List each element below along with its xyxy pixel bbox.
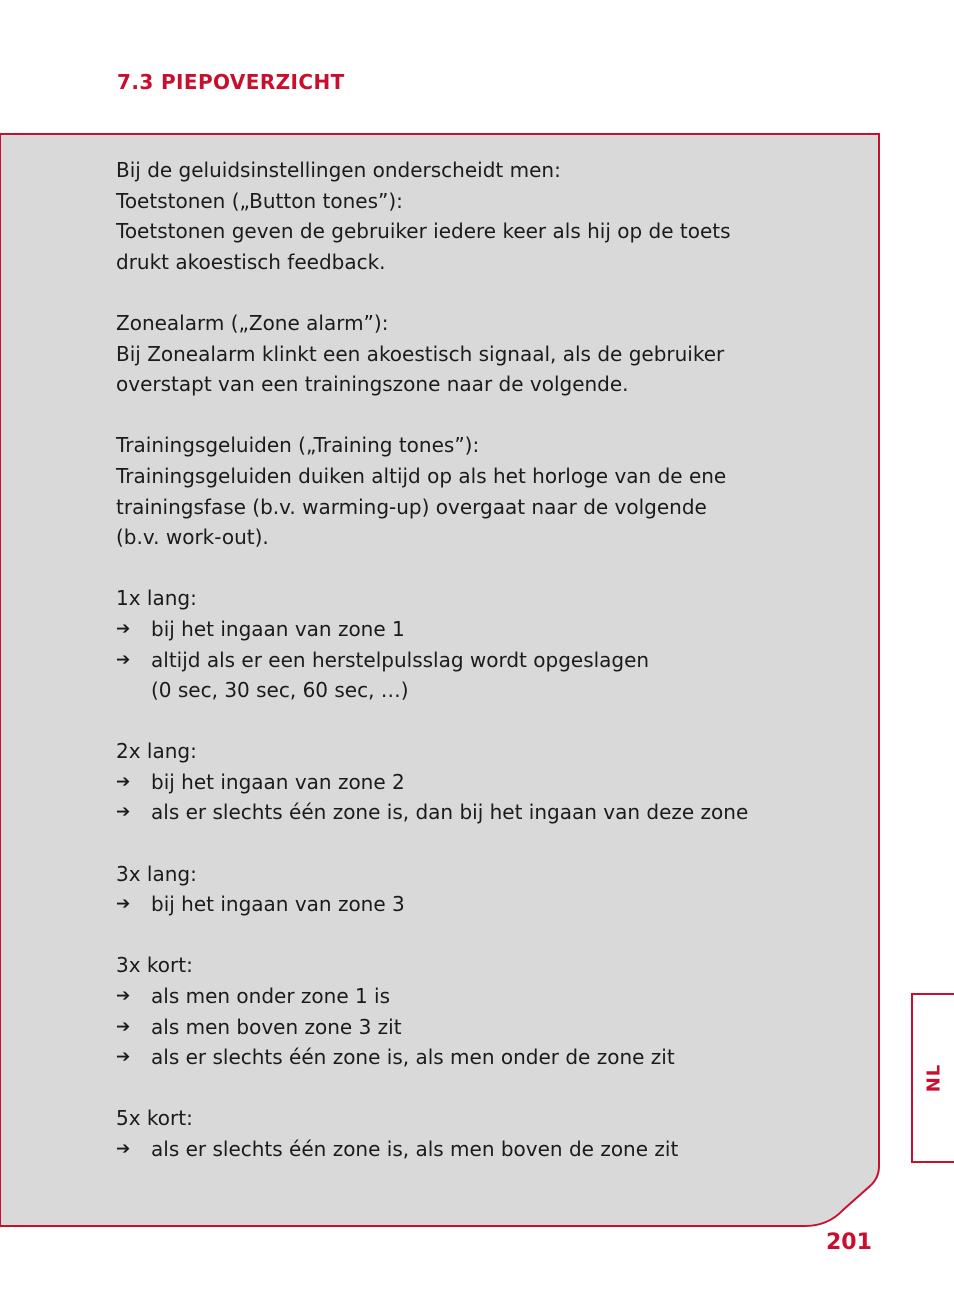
training-tones-text: Trainingsgeluiden duiken altijd op als het horloge van de ene [116,463,727,488]
page-number: 201 [826,1230,872,1255]
zone-alarm-text: Bij Zonealarm klinkt een akoestisch signaal, als de gebruiker [116,341,725,366]
arrow-right-icon: ➔ [116,1139,131,1159]
list-item-text: als er slechts één zone is, dan bij het ingaan van deze zone [151,800,749,825]
arrow-right-icon: ➔ [116,649,131,670]
list-item-text: bij het ingaan van zone 2 [151,769,405,794]
list-item-text: als men boven zone 3 zit [151,1014,402,1039]
button-tones-heading: Toetstonen („Button tones”): [116,188,403,213]
training-tones-text: trainingsfase (b.v. warming-up) overgaat naar de volgende [116,494,707,519]
list-item-text: als men onder zone 1 is [151,984,391,1009]
arrow-right-icon: ➔ [116,771,131,792]
list-item-text: bij het ingaan van zone 3 [151,892,405,917]
list-item [116,1134,796,1165]
beep-3x-short [116,950,796,1072]
content [116,155,796,1195]
button-tones-text: Toetstonen geven de gebruiker iedere keer als hij op de toets [116,219,731,244]
beep-heading: 3x lang: [116,861,197,886]
zone-alarm-heading: Zonealarm („Zone alarm”): [116,310,389,335]
button-tones-text: drukt akoestisch feedback. [116,249,386,274]
list-item-text: als er slechts één zone is, als men boven de zone zit [151,1137,679,1161]
training-tones-heading: Trainingsgeluiden („Training tones”): [116,433,480,458]
beep-3x-long [116,859,796,920]
arrow-right-icon: ➔ [116,1016,131,1037]
list-item [116,889,796,920]
arrow-right-icon: ➔ [116,1047,131,1068]
list-item [116,614,796,645]
list-item-text: (0 sec, 30 sec, 60 sec, …) [151,678,409,703]
list-item [116,797,796,828]
list-item [116,767,796,798]
beep-heading: 1x lang: [116,586,197,611]
beep-heading: 3x kort: [116,953,193,978]
beep-heading: 5x kort: [116,1106,193,1131]
list-item [116,645,796,676]
list-item-text: altijd als er een herstelpulsslag wordt opgeslagen [151,647,650,672]
beep-5x-short [116,1103,796,1164]
zone-alarm-text: overstapt van een trainingszone naar de volgende. [116,372,629,397]
arrow-right-icon: ➔ [116,894,131,915]
list-item [116,1042,796,1073]
language-tab-label: NL [923,1063,944,1093]
list-item [116,1012,796,1043]
beep-2x-long [116,736,796,828]
beep-heading: 2x lang: [116,739,197,764]
button-tones-section [116,155,796,277]
beep-1x-long [116,583,796,705]
list-item-text: als er slechts één zone is, als men onder de zone zit [151,1045,675,1070]
zone-alarm-section [116,308,796,400]
list-item-text: bij het ingaan van zone 1 [151,616,405,641]
training-tones-section [116,430,796,552]
language-tab [911,993,954,1163]
arrow-right-icon: ➔ [116,618,131,639]
intro-line: Bij de geluidsinstellingen onderscheidt men: [116,158,561,182]
list-item-continuation [116,675,796,706]
training-tones-text: (b.v. work-out). [116,525,269,550]
list-item [116,981,796,1012]
section-title: 7.3 PIEPOVERZICHT [117,70,345,94]
arrow-right-icon: ➔ [116,802,131,823]
arrow-right-icon: ➔ [116,986,131,1007]
